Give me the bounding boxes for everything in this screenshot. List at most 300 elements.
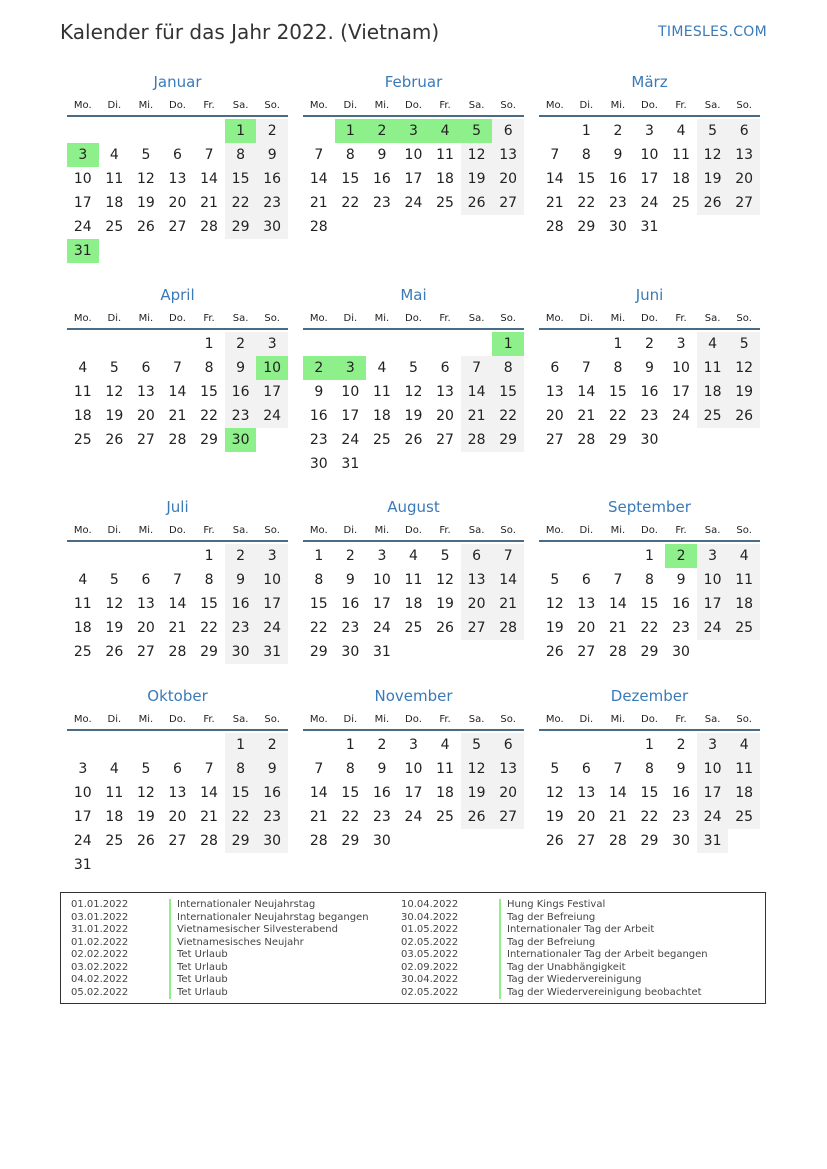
day-cell: 1 xyxy=(581,123,591,139)
day-cell: 14 xyxy=(545,171,564,187)
day-grid xyxy=(303,733,524,853)
day-cell: 29 xyxy=(492,428,524,452)
day-cell: 18 xyxy=(728,592,760,616)
weekday-label: Do. xyxy=(405,100,422,111)
weekday-label: Fr. xyxy=(675,714,687,725)
weekday-label: Fr. xyxy=(675,525,687,536)
weekday-label: Mi. xyxy=(138,525,154,536)
day-cell: 21 xyxy=(608,620,627,636)
weekday-label: So. xyxy=(736,100,752,111)
month-block xyxy=(303,686,524,853)
day-cell: 26 xyxy=(545,833,564,849)
day-cell: 12 xyxy=(461,757,493,781)
empty-cell xyxy=(335,332,367,356)
day-cell: 19 xyxy=(461,167,493,191)
day-cell: 28 xyxy=(577,432,596,448)
day-cell: 21 xyxy=(608,809,627,825)
day-cell: 11 xyxy=(436,761,454,777)
day-cell: 14 xyxy=(168,384,187,400)
empty-cell xyxy=(303,733,335,757)
month-block xyxy=(67,285,288,452)
weekday-label: Mi. xyxy=(374,525,390,536)
day-cell: 27 xyxy=(136,644,155,660)
day-cell: 28 xyxy=(461,428,493,452)
empty-cell xyxy=(130,332,162,356)
day-cell: 17 xyxy=(256,380,288,404)
weekday-label: Mo. xyxy=(73,313,92,324)
empty-cell xyxy=(99,544,131,568)
day-grid xyxy=(303,119,524,239)
day-cell: 4 xyxy=(377,360,387,376)
empty-cell xyxy=(539,544,571,568)
day-cell: 26 xyxy=(105,432,124,448)
legend-row xyxy=(71,949,369,962)
day-cell: 22 xyxy=(640,809,659,825)
day-cell: 6 xyxy=(581,572,591,588)
day-cell: 27 xyxy=(436,432,454,448)
day-cell: 7 xyxy=(173,360,182,376)
day-grid xyxy=(303,332,524,476)
day-cell: 14 xyxy=(492,568,524,592)
day-cell: 29 xyxy=(225,215,257,239)
day-cell: 12 xyxy=(136,785,155,801)
day-cell: 8 xyxy=(314,572,324,588)
day-cell: 16 xyxy=(225,592,257,616)
day-cell: 8 xyxy=(645,572,654,588)
day-cell: 2 xyxy=(256,119,288,143)
weekday-label: Di. xyxy=(343,313,358,324)
day-cell: 21 xyxy=(577,408,596,424)
weekday-label: So. xyxy=(500,714,516,725)
day-cell: 26 xyxy=(404,432,423,448)
empty-cell xyxy=(539,733,571,757)
day-cell: 24 xyxy=(73,219,92,235)
day-cell: 14 xyxy=(168,596,187,612)
day-cell: 20 xyxy=(728,167,760,191)
day-cell: 17 xyxy=(372,596,391,612)
day-cell: 24 xyxy=(256,404,288,428)
day-cell: 10 xyxy=(341,384,360,400)
day-cell: 8 xyxy=(581,147,591,163)
day-cell: 5 xyxy=(109,360,119,376)
day-cell: 14 xyxy=(461,380,493,404)
weekday-label: Mo. xyxy=(545,100,564,111)
weekday-label: Mi. xyxy=(138,100,154,111)
legend-date: 03.02.2022 xyxy=(71,961,129,973)
legend-date: 30.04.2022 xyxy=(401,911,459,923)
legend-holiday-name: Tag der Befreiung xyxy=(507,911,596,923)
day-cell: 5 xyxy=(461,733,493,757)
legend-marker xyxy=(169,962,171,975)
legend-row xyxy=(401,974,708,987)
day-cell: 14 xyxy=(608,785,627,801)
day-cell: 26 xyxy=(105,644,124,660)
day-cell: 9 xyxy=(377,761,387,777)
day-cell: 9 xyxy=(225,356,257,380)
day-cell: 30 xyxy=(341,644,360,660)
weekday-label: Do. xyxy=(641,313,658,324)
day-cell: 10 xyxy=(672,360,690,376)
day-cell: 6 xyxy=(141,360,151,376)
weekday-label: Fr. xyxy=(675,100,687,111)
day-cell: 13 xyxy=(492,757,524,781)
day-cell: 25 xyxy=(73,432,92,448)
legend-date: 02.09.2022 xyxy=(401,961,459,973)
day-cell: 30 xyxy=(372,833,391,849)
day-cell: 20 xyxy=(492,781,524,805)
empty-cell xyxy=(162,733,194,757)
weekday-label: Do. xyxy=(169,313,186,324)
month-block xyxy=(67,497,288,664)
month-block xyxy=(539,72,760,239)
legend-holiday-name: Tag der Wiedervereinigung beobachtet xyxy=(507,986,702,998)
weekday-label: Sa. xyxy=(232,714,249,725)
day-cell: 11 xyxy=(105,785,124,801)
weekday-label: Mo. xyxy=(309,714,328,725)
legend-marker xyxy=(499,949,501,962)
day-cell: 12 xyxy=(545,596,564,612)
day-cell: 4 xyxy=(109,147,119,163)
day-cell: 13 xyxy=(461,568,493,592)
day-cell: 15 xyxy=(492,380,524,404)
day-cell: 24 xyxy=(672,408,690,424)
empty-cell xyxy=(303,119,335,143)
weekday-label: Fr. xyxy=(675,313,687,324)
month-block xyxy=(303,497,524,664)
weekday-label: Do. xyxy=(641,100,658,111)
day-cell: 20 xyxy=(168,195,187,211)
empty-cell xyxy=(193,733,225,757)
day-cell: 26 xyxy=(136,219,155,235)
legend-marker xyxy=(169,987,171,1000)
day-cell: 19 xyxy=(136,195,155,211)
weekday-header xyxy=(539,711,760,731)
empty-cell xyxy=(602,544,634,568)
weekday-label: Di. xyxy=(579,313,594,324)
day-cell: 15 xyxy=(309,596,328,612)
legend-marker xyxy=(499,924,501,937)
day-cell: 11 xyxy=(404,572,423,588)
day-cell: 31 xyxy=(372,644,391,660)
legend-marker xyxy=(169,912,171,925)
day-cell: 4 xyxy=(78,572,88,588)
day-cell: 31 xyxy=(73,857,92,873)
day-cell: 22 xyxy=(200,620,218,636)
day-grid xyxy=(67,119,288,263)
weekday-label: Do. xyxy=(405,714,422,725)
legend-marker xyxy=(499,912,501,925)
weekday-label: Mi. xyxy=(610,313,626,324)
month-name: März xyxy=(631,73,668,91)
day-cell: 8 xyxy=(345,761,355,777)
legend-marker xyxy=(169,949,171,962)
day-cell: 13 xyxy=(136,384,155,400)
weekday-label: Mi. xyxy=(138,313,154,324)
day-cell: 8 xyxy=(225,143,257,167)
legend-marker xyxy=(499,987,501,1000)
weekday-label: Mo. xyxy=(545,313,564,324)
day-cell: 29 xyxy=(200,432,218,448)
day-cell: 25 xyxy=(372,432,391,448)
weekday-label: So. xyxy=(264,313,280,324)
empty-cell xyxy=(67,544,99,568)
legend-marker xyxy=(499,962,501,975)
empty-cell xyxy=(193,119,225,143)
weekday-label: Do. xyxy=(405,313,422,324)
legend-holiday-name: Internationaler Tag der Arbeit begangen xyxy=(507,949,708,960)
day-cell: 19 xyxy=(545,809,564,825)
day-cell: 8 xyxy=(345,147,355,163)
day-cell: 22 xyxy=(577,195,596,211)
day-cell: 31 xyxy=(640,219,659,235)
month-name: April xyxy=(160,286,195,304)
legend-row xyxy=(71,937,369,950)
day-cell: 11 xyxy=(672,147,690,163)
month-name: Mai xyxy=(400,286,427,304)
day-cell: 5 xyxy=(697,119,729,143)
day-cell: 27 xyxy=(492,191,524,215)
day-cell: 21 xyxy=(545,195,564,211)
day-cell: 16 xyxy=(672,596,690,612)
legend-row xyxy=(401,924,708,937)
day-cell: 4 xyxy=(409,548,418,564)
weekday-label: Fr. xyxy=(439,100,451,111)
day-cell: 14 xyxy=(577,384,596,400)
day-cell: 5 xyxy=(141,147,151,163)
day-cell: 31 xyxy=(697,829,729,853)
day-cell: 3 xyxy=(697,544,729,568)
day-cell: 29 xyxy=(640,833,659,849)
legend-holiday-name: Vietnamesischer Silvesterabend xyxy=(177,924,338,935)
weekday-label: Sa. xyxy=(468,714,485,725)
day-cell: 11 xyxy=(728,568,760,592)
day-cell: 16 xyxy=(225,380,257,404)
legend-date: 02.05.2022 xyxy=(401,936,459,948)
legend-marker xyxy=(169,899,171,912)
day-cell: 3 xyxy=(697,733,729,757)
day-cell: 26 xyxy=(697,191,729,215)
month-name: Dezember xyxy=(610,687,689,705)
day-cell: 15 xyxy=(225,167,257,191)
day-cell: 1 xyxy=(204,336,214,352)
day-cell: 31 xyxy=(341,456,360,472)
day-cell: 10 xyxy=(697,568,729,592)
day-cell: 23 xyxy=(372,809,391,825)
day-cell: 16 xyxy=(372,785,391,801)
day-cell: 30 xyxy=(640,432,659,448)
day-cell: 25 xyxy=(73,644,92,660)
weekday-label: So. xyxy=(736,525,752,536)
day-cell: 28 xyxy=(309,833,328,849)
day-cell: 18 xyxy=(73,620,92,636)
day-cell: 12 xyxy=(105,596,124,612)
weekday-label: Do. xyxy=(641,525,658,536)
day-cell: 25 xyxy=(697,404,729,428)
day-cell: 27 xyxy=(168,833,187,849)
weekday-header xyxy=(539,97,760,117)
day-cell: 27 xyxy=(136,432,155,448)
day-cell: 12 xyxy=(105,384,124,400)
day-cell: 2 xyxy=(225,544,257,568)
day-cell: 9 xyxy=(613,147,623,163)
day-cell: 6 xyxy=(173,147,182,163)
day-cell: 4 xyxy=(728,544,760,568)
day-cell: 6 xyxy=(550,360,560,376)
day-cell: 17 xyxy=(341,408,360,424)
day-cell: 26 xyxy=(436,620,454,636)
day-cell: 11 xyxy=(728,757,760,781)
day-cell: 18 xyxy=(105,809,124,825)
day-cell: 26 xyxy=(461,805,493,829)
day-cell: 10 xyxy=(697,757,729,781)
day-cell: 30 xyxy=(225,640,257,664)
day-cell: 18 xyxy=(672,171,690,187)
weekday-label: Sa. xyxy=(704,525,721,536)
empty-cell xyxy=(398,332,430,356)
day-cell: 26 xyxy=(728,404,760,428)
legend-holiday-name: Internationaler Neujahrstag xyxy=(177,899,316,910)
weekday-label: Mo. xyxy=(545,714,564,725)
empty-cell xyxy=(539,119,571,143)
day-cell: 23 xyxy=(309,432,328,448)
day-cell: 12 xyxy=(461,143,493,167)
weekday-label: Sa. xyxy=(232,525,249,536)
weekday-label: Mi. xyxy=(138,714,154,725)
day-cell: 20 xyxy=(136,620,155,636)
day-cell: 17 xyxy=(404,171,423,187)
day-grid xyxy=(303,544,524,664)
weekday-label: Mo. xyxy=(73,714,92,725)
holiday-day-cell: 30 xyxy=(225,428,257,452)
legend-date: 30.04.2022 xyxy=(401,974,459,985)
holiday-legend xyxy=(60,892,766,1004)
day-cell: 8 xyxy=(204,360,214,376)
day-cell: 17 xyxy=(697,592,729,616)
day-cell: 18 xyxy=(436,171,454,187)
month-name: Oktober xyxy=(147,687,208,705)
day-cell: 6 xyxy=(141,572,151,588)
day-cell: 8 xyxy=(645,761,654,777)
holiday-day-cell: 1 xyxy=(225,119,257,143)
day-cell: 20 xyxy=(136,408,155,424)
weekday-header xyxy=(67,97,288,117)
day-cell: 30 xyxy=(672,833,690,849)
weekday-label: Sa. xyxy=(468,313,485,324)
day-cell: 27 xyxy=(728,191,760,215)
empty-cell xyxy=(366,332,398,356)
day-cell: 9 xyxy=(645,360,654,376)
day-cell: 23 xyxy=(256,191,288,215)
legend-holiday-name: Hung Kings Festival xyxy=(507,899,606,910)
day-cell: 2 xyxy=(345,548,355,564)
day-cell: 28 xyxy=(168,644,187,660)
day-cell: 4 xyxy=(697,332,729,356)
day-cell: 12 xyxy=(545,785,564,801)
day-cell: 13 xyxy=(492,143,524,167)
legend-holiday-name: Tet Urlaub xyxy=(177,949,228,960)
empty-cell xyxy=(571,544,603,568)
day-cell: 7 xyxy=(613,761,623,777)
day-cell: 16 xyxy=(309,408,328,424)
day-cell: 24 xyxy=(341,432,360,448)
brand-link[interactable]: TIMESLES.COM xyxy=(658,24,767,40)
day-cell: 4 xyxy=(440,737,450,753)
day-cell: 14 xyxy=(200,171,218,187)
day-cell: 16 xyxy=(640,384,659,400)
day-cell: 6 xyxy=(581,761,591,777)
weekday-label: Mo. xyxy=(545,525,564,536)
day-cell: 5 xyxy=(728,332,760,356)
weekday-label: Sa. xyxy=(468,525,485,536)
day-cell: 12 xyxy=(728,356,760,380)
day-cell: 31 xyxy=(256,640,288,664)
day-grid xyxy=(67,733,288,877)
day-cell: 25 xyxy=(436,195,454,211)
day-cell: 24 xyxy=(256,616,288,640)
holiday-day-cell: 31 xyxy=(67,239,99,263)
empty-cell xyxy=(130,733,162,757)
day-cell: 13 xyxy=(577,596,596,612)
day-cell: 19 xyxy=(728,380,760,404)
page-title: Kalender für das Jahr 2022. (Vietnam) xyxy=(60,20,440,44)
day-cell: 7 xyxy=(314,761,324,777)
day-cell: 23 xyxy=(672,620,690,636)
weekday-header xyxy=(303,97,524,117)
day-cell: 16 xyxy=(608,171,627,187)
day-cell: 29 xyxy=(577,219,596,235)
day-cell: 3 xyxy=(377,548,387,564)
weekday-label: Mo. xyxy=(309,100,328,111)
day-cell: 23 xyxy=(341,620,360,636)
day-cell: 27 xyxy=(492,805,524,829)
day-grid xyxy=(539,332,760,452)
weekday-label: Mo. xyxy=(73,100,92,111)
empty-cell xyxy=(162,544,194,568)
empty-cell xyxy=(461,332,493,356)
legend-marker xyxy=(169,924,171,937)
day-cell: 24 xyxy=(404,809,423,825)
day-cell: 2 xyxy=(676,737,686,753)
day-cell: 4 xyxy=(676,123,686,139)
weekday-label: Di. xyxy=(579,100,594,111)
day-grid xyxy=(67,544,288,664)
empty-cell xyxy=(162,332,194,356)
day-cell: 30 xyxy=(309,456,328,472)
day-cell: 12 xyxy=(697,143,729,167)
day-cell: 19 xyxy=(136,809,155,825)
day-cell: 5 xyxy=(550,761,560,777)
weekday-label: Mo. xyxy=(73,525,92,536)
weekday-header xyxy=(539,522,760,542)
day-cell: 28 xyxy=(200,833,218,849)
empty-cell xyxy=(130,119,162,143)
holiday-day-cell: 3 xyxy=(335,356,367,380)
day-cell: 22 xyxy=(608,408,627,424)
empty-cell xyxy=(130,544,162,568)
month-name: November xyxy=(374,687,453,705)
legend-holiday-name: Tag der Befreiung xyxy=(507,936,596,948)
day-cell: 27 xyxy=(577,833,596,849)
weekday-label: Mi. xyxy=(374,714,390,725)
weekday-label: Di. xyxy=(343,100,358,111)
day-cell: 7 xyxy=(204,761,214,777)
day-cell: 15 xyxy=(640,785,659,801)
day-cell: 17 xyxy=(404,785,423,801)
day-grid xyxy=(539,733,760,853)
day-cell: 25 xyxy=(404,620,423,636)
day-cell: 29 xyxy=(640,644,659,660)
day-cell: 10 xyxy=(640,147,659,163)
